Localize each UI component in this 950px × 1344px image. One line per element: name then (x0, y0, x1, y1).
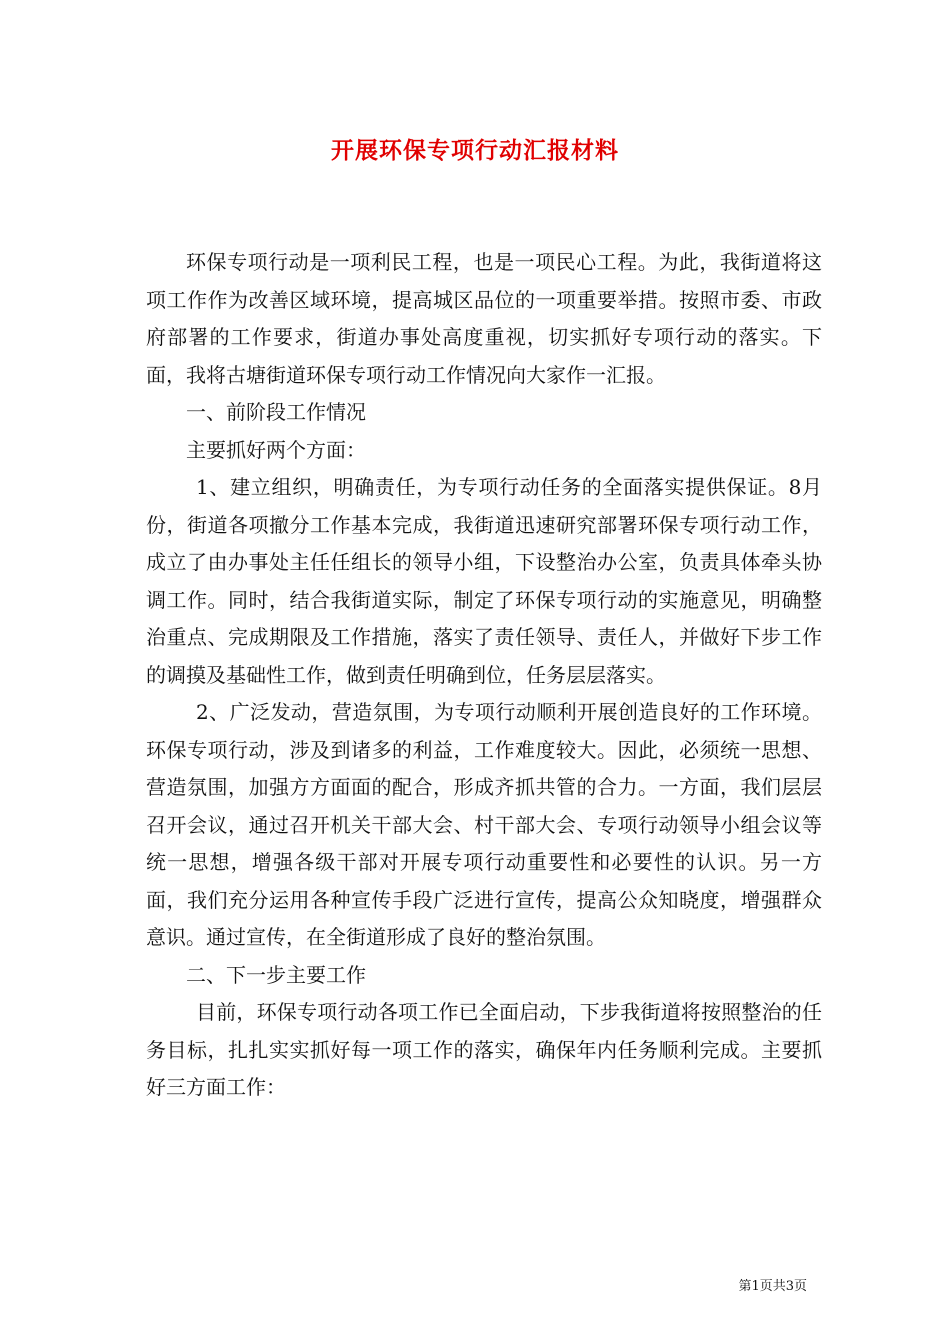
section-heading-2: 二、下一步主要工作 (186, 962, 366, 987)
document-body (146, 244, 822, 1107)
paragraph-intro: 环保专项行动是一项利民工程，也是一项民心工程。为此，我街道将这项工作作为改善区域环境，提高城区品位的一项重要举措。按照市委、市政府部署的工作要求，街道办事处高度重视，切实抓好专项行动的落实。下面，我将古塘街道环保专项行动工作情况向大家作一汇报。 (146, 250, 822, 387)
page-number-footer: 第1页共3页 (738, 1279, 807, 1294)
paragraph-next-steps: 目前，环保专项行动各项工作已全面启动，下步我街道将按照整治的任务目标，扎扎实实抓好每一项工作的落实，确保年内任务顺利完成。主要抓好三方面工作： (146, 1000, 822, 1099)
paragraph-two-aspects: 主要抓好两个方面： (186, 437, 366, 462)
paragraph-item-1: 1、建立组织，明确责任，为专项行动任务的全面落实提供保证。8月份，街道各项撤分工作基本完成，我街道迅速研究部署环保专项行动工作，成立了由办事处主任任组长的领导小组，下设整治办公室，负责具体牵头协调工作。同时，结合我街道实际，制定了环保专项行动的实施意见，明确整治重点、完成期限及工作措施，落实了责任领导、责任人，并做好下步工作的调摸及基础性工作，做到责任明确到位，任务层层落实。 (146, 475, 822, 687)
document-title: 开展环保专项行动汇报材料 (331, 137, 619, 164)
paragraph-item-2: 2、广泛发动，营造氛围，为专项行动顺利开展创造良好的工作环境。环保专项行动，涉及到诸多的利益，工作难度较大。因此，必须统一思想、营造氛围，加强方方面面的配合，形成齐抓共管的合力。一方面，我们层层召开会议，通过召开机关干部大会、村干部大会、专项行动领导小组会议等统一思想，增强各级干部对开展专项行动重要性和必要性的认识。另一方面，我们充分运用各种宣传手段广泛进行宣传，提高公众知晓度，增强群众意识。通过宣传，在全街道形成了良好的整治氛围。 (146, 700, 822, 949)
section-heading-1: 一、前阶段工作情况 (186, 400, 366, 424)
